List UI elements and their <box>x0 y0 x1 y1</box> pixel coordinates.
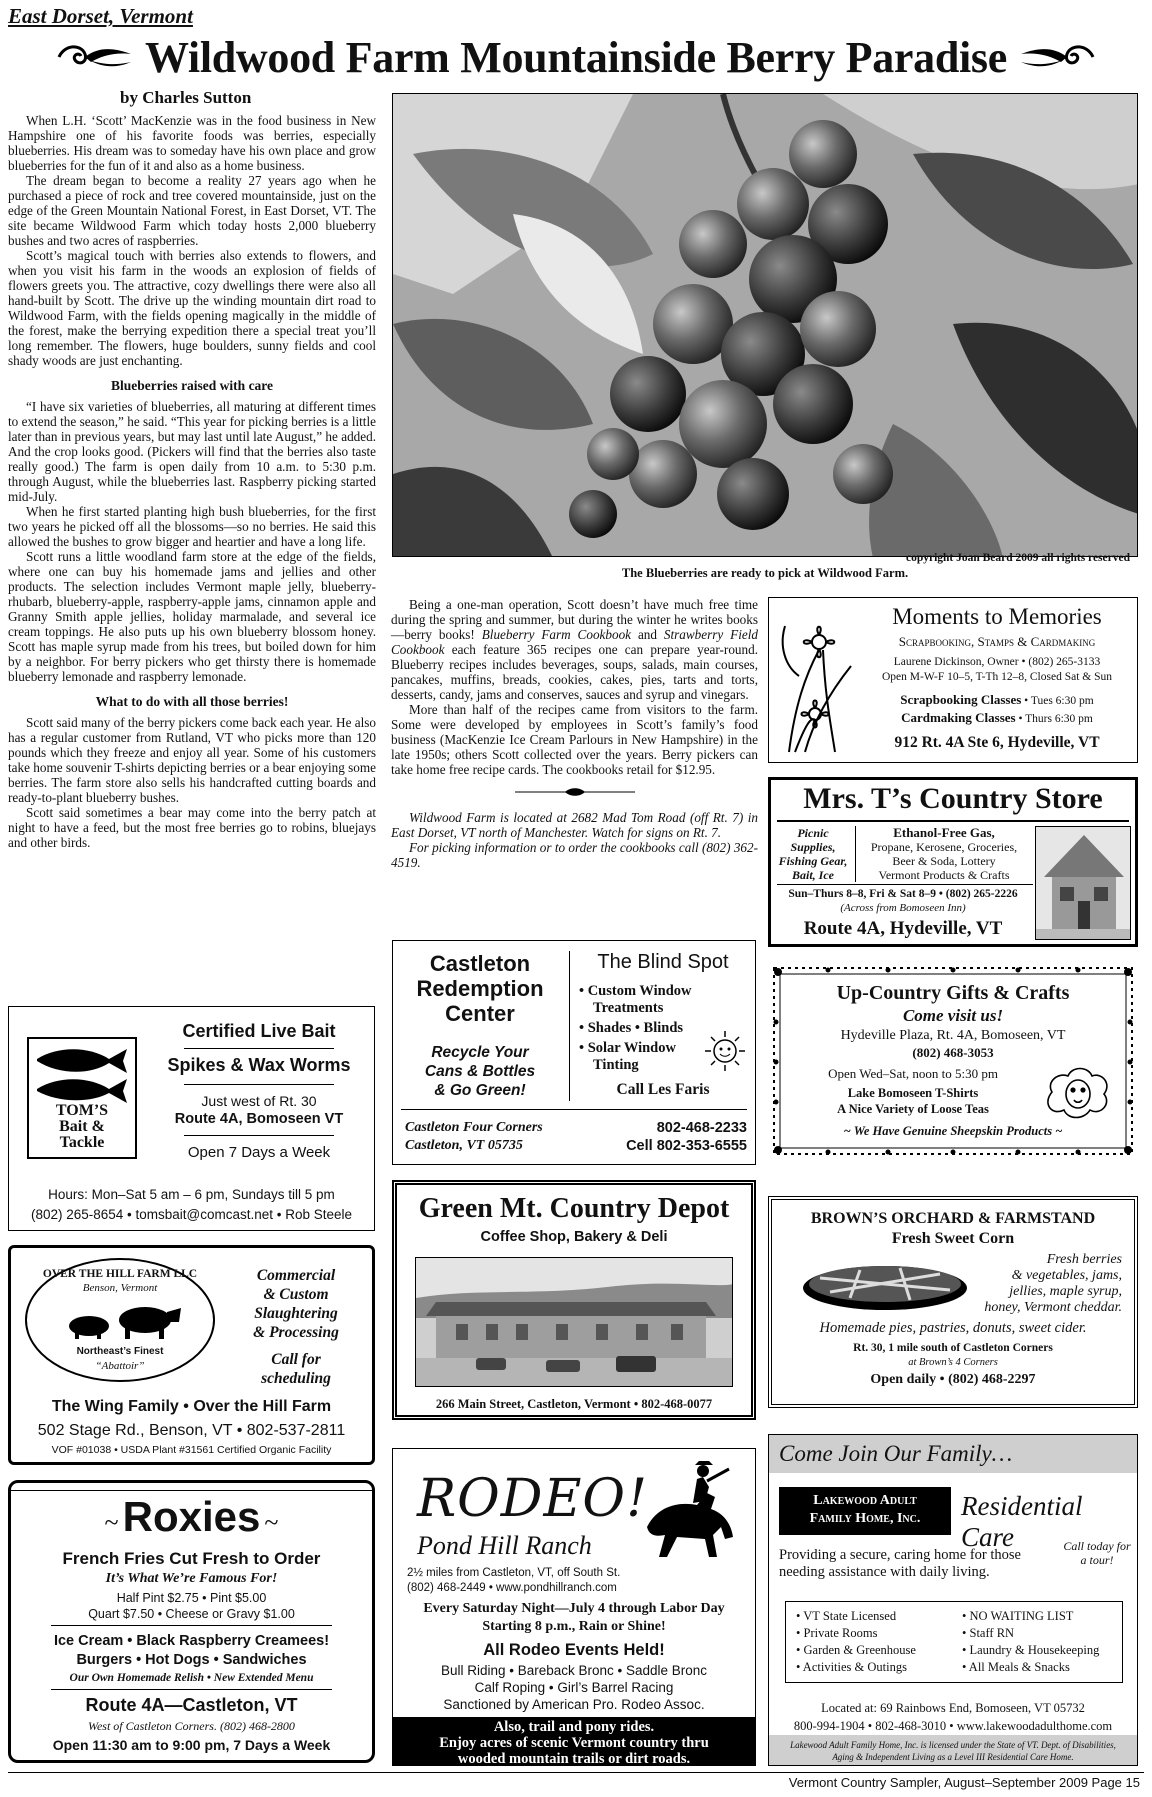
feature-item: • VT State Licensed <box>796 1609 897 1623</box>
ad-line: (802) 468-3053 <box>912 1045 994 1060</box>
ad-line: The Blind Spot <box>597 951 729 973</box>
ad-line: Tinting <box>593 1057 639 1073</box>
blueberries-photo-graphic <box>393 94 1138 557</box>
logo-text: Tackle <box>59 1134 105 1151</box>
ad-line: honey, Vermont cheddar. <box>984 1300 1122 1315</box>
ad-line: Sanctioned by American Pro. Rodeo Assoc. <box>443 1697 705 1712</box>
ad-line: Half Pint $2.75 • Pint $5.00 <box>116 1591 267 1605</box>
ad-line: Route 4A, Bomoseen VT <box>174 1111 344 1127</box>
article-paragraph: When L.H. ‘Scott’ MacKenzie was in the food business in New Hampshire one of his favorite foods was berries, especially blueberries. His dream was to someday have his own place and grow blueberries for the fun of it and also as a home business. <box>8 113 376 173</box>
ad-line: Bait, Ice <box>792 868 834 882</box>
page-footer <box>8 1772 1144 1794</box>
article-paragraph: Being a one-man operation, Scott doesn’t have much free time during the spring and summer, but during the winter he writes books—berry books! Blueberry Farm Cookbook and Strawberry Field Cookbook each feature 365 recipes one can prepare year-round. Blueberry recipes includes beverages, soups, salads, main courses, pancakes, muffins, breads, cookies, cakes, pies, tarts and torts, desserts, candy, jams and conserves, sauces and syrup and vinegars. <box>391 597 758 702</box>
ad-line: • Solar Window <box>579 1040 676 1056</box>
ad-line: Also, trail and pony rides. <box>493 1719 655 1735</box>
ad-line: Open M-W-F 10–5, T-Th 12–8, Closed Sat & Sun <box>881 671 1112 683</box>
ad-line: Open Wed–Sat, noon to 5:30 pm <box>828 1066 998 1081</box>
ad-line: Burgers • Hot Dogs • Sandwiches <box>76 1652 307 1668</box>
article-paragraph: More than half of the recipes came from visitors to the farm. Some were developed by employees in Scott’s family’s food business (MacKenzie Ice Cream Parlours in New Hampshire) in the late 1950s; others Scott collected over the years. Berry pickers can take home free recipe cards. The cookbooks retail for $12.95. <box>391 702 758 777</box>
ad-line: Hours: Mon–Sat 5 am – 6 pm, Sundays till 5 pm <box>48 1187 335 1202</box>
ad-line: Call today for a tour! <box>1063 1539 1131 1567</box>
ad-line: Cardmaking Classes • Thurs 6:30 pm <box>901 710 1093 725</box>
ad-line: 266 Main Street, Castleton, Vermont • 802-468-0077 <box>435 1397 713 1411</box>
article-subhead: What to do with all those berries! <box>95 694 289 709</box>
ad-line: 2½ miles from Castleton, VT, off South St. <box>407 1567 621 1579</box>
ad-line: (802) 468-2449 • www.pondhillranch.com <box>407 1582 617 1594</box>
feature-item: • NO WAITING LIST <box>962 1609 1074 1623</box>
ad-line: Calf Roping • Girl’s Barrel Racing <box>474 1680 674 1695</box>
ad-line: Beer & Soda, Lottery <box>892 854 996 868</box>
feature-item: • Garden & Greenhouse <box>796 1643 916 1657</box>
ad-line: West of Castleton Corners. (802) 468-2800 <box>88 1719 295 1733</box>
ad-line: Supplies, <box>790 840 836 854</box>
ad-browns-orchard <box>768 1196 1138 1408</box>
rodeo-banner <box>393 1717 755 1765</box>
ad-pond-hill-rodeo <box>392 1448 756 1766</box>
left-scroll-ornament-icon <box>55 40 135 74</box>
ad-line: Certified Live Bait <box>182 1021 336 1041</box>
article-paragraph: Scott runs a little woodland farm store at the edge of the fields, where one can buy his homemade jams and jellies and other products. The selection includes Vermont maple jelly, blueberry-rhubarb, blueberry-apple, raspberry-apple jams, cinnamon apple and Granny Smith apple jellies, holiday marmalade, and several ice cream toppings. He also puts up his own blueberry blossom honey. Scott has maple syrup made from his trees, but boiled down for him by a neighbor. For berry pickers who get thirsty there is homemade blueberry lemonade and raspberry lemonade. <box>8 549 376 684</box>
ad-over-the-hill-farm <box>8 1245 375 1465</box>
ad-line: Castleton <box>429 951 531 976</box>
photo-credit: copyright Joan Beard 2009 all rights reserved <box>905 552 1130 564</box>
pig-and-cow-icon <box>55 1300 185 1340</box>
byline: by Charles Sutton <box>120 88 252 107</box>
features-box <box>785 1601 1123 1683</box>
logo-text: Bait & <box>59 1118 105 1135</box>
ad-toms-bait-tackle <box>8 1006 375 1231</box>
ad-line: scheduling <box>261 1370 331 1387</box>
ad-lakewood-adult-home <box>768 1434 1138 1766</box>
ad-line: 912 Rt. 4A Ste 6, Hydeville, VT <box>894 734 1100 751</box>
ad-line: • Custom Window <box>579 983 692 999</box>
ad-line: Lake Bomoseen T-Shirts <box>847 1086 979 1100</box>
ad-line: Homemade pies, pastries, donuts, sweet cider. <box>819 1320 1087 1336</box>
ad-line: Starting 8 p.m., Rain or Shine! <box>482 1619 666 1634</box>
article-paragraph: Scott said many of the berry pickers come back each year. He also has a regular customer from Rutland, VT who picks more than 120 pounds which they freeze and enjoy all year. Some of his customers take home souvenir T-shirts depicting berries or a bear enjoying some berries. The farm store also sells his handcrafted cutting boards and ready-to-plant blueberry bushes. <box>8 715 376 805</box>
article-column-2 <box>391 597 758 870</box>
flower-doodle-icon <box>775 606 857 756</box>
lakewood-name-box <box>779 1487 951 1535</box>
section-divider <box>391 785 758 800</box>
ad-line: Cans & Bottles <box>424 1063 536 1080</box>
headline: Wildwood Farm Mountainside Berry Paradise <box>145 32 1007 82</box>
ad-line: Call for <box>271 1351 321 1368</box>
ad-line: Family Home, Inc. <box>809 1511 921 1526</box>
farm-oval-logo <box>25 1258 215 1382</box>
ad-line: (802) 265-8654 • tomsbait@comcast.net • Rob Steele <box>30 1207 353 1222</box>
ad-line: Rt. 30, 1 mile south of Castleton Corners <box>853 1342 1053 1354</box>
ad-line: Providing a secure, caring home for those needing assistance with daily living. <box>779 1547 1021 1580</box>
ad-line: Open 7 Days a Week <box>187 1144 331 1161</box>
rodeo-title: RODEO! <box>417 1469 648 1529</box>
ad-line: The Wing Family • Over the Hill Farm <box>51 1398 332 1415</box>
ad-line: (Across from Bomoseen Inn) <box>840 902 966 914</box>
footer-text: Vermont Country Sampler, August–September 2009 Page 15 <box>788 1775 1140 1790</box>
business-name: BROWN’S ORCHARD & FARMSTAND <box>810 1210 1096 1227</box>
article-paragraph: For picking information or to order the cookbooks call (802) 362-4519. <box>391 840 758 870</box>
ad-line: Open daily • (802) 468-2297 <box>870 1372 1036 1387</box>
depot-building-graphic <box>416 1258 733 1387</box>
toms-logo <box>27 1037 137 1159</box>
ad-line: Scrapbooking, Stamps & Cardmaking <box>898 634 1096 649</box>
ad-line: Hydeville Plaza, Rt. 4A, Bomoseen, VT <box>840 1028 1066 1043</box>
ad-line: Fresh Sweet Corn <box>891 1230 1015 1247</box>
ad-line: Located at: 69 Rainbows End, Bomoseen, VT 05732 <box>821 1701 1085 1715</box>
ad-line: Treatments <box>593 1000 664 1016</box>
ad-line: Spikes & Wax Worms <box>167 1055 351 1075</box>
ad-line: 502 Stage Rd., Benson, VT • 802-537-2811 <box>37 1422 346 1439</box>
depot-photo <box>415 1257 733 1387</box>
article-subhead: Blueberries raised with care <box>110 378 274 393</box>
wave-ornament-icon: ~ <box>104 1508 119 1537</box>
bucking-horse-rider-icon <box>637 1457 747 1567</box>
ad-line: jellies, maple syrup, <box>1009 1284 1122 1299</box>
article-paragraph: The dream began to become a reality 27 years ago when he purchased a piece of rock and tree covered mountainside, just on the edge of the Green Mountain National Forest, in East Dorset, VT. The site became Wildwood Farm which today hosts 2,000 blueberry bushes and two acres of raspberries. <box>8 173 376 248</box>
ad-green-mt-country-depot <box>392 1180 756 1420</box>
ad-line: Redemption <box>416 976 544 1001</box>
logo-text: “Abattoir” <box>95 1360 145 1372</box>
logo-text: Northeast’s Finest <box>76 1346 164 1357</box>
article-paragraph: Wildwood Farm is located at 2682 Mad Tom Road (off Rt. 7) in East Dorset, VT north of Manchester. Watch for signs on Rt. 7. <box>391 810 758 840</box>
ad-line: Coffee Shop, Bakery & Deli <box>480 1229 668 1245</box>
ad-line: & Custom <box>263 1286 329 1303</box>
ad-line: ~ We Have Genuine Sheepskin Products ~ <box>843 1124 1063 1138</box>
ad-line: Castleton Four Corners <box>405 1120 543 1135</box>
feature-item: • Private Rooms <box>796 1626 878 1640</box>
ad-up-country-gifts <box>768 962 1138 1160</box>
ranch-name: Pond Hill Ranch <box>417 1531 592 1560</box>
article-paragraph: Scott said sometimes a bear may come into the berry patch at night to have a feed, but the most free berries go to robins, bluejays and other birds. <box>8 805 376 850</box>
store-photo <box>1035 826 1131 940</box>
ad-line: VOF #01038 • USDA Plant #31561 Certified Organic Facility <box>51 1444 332 1456</box>
business-name: Moments to Memories <box>892 604 1102 629</box>
ad-line: Castleton, VT 05735 <box>405 1138 523 1153</box>
store-building-graphic <box>1036 827 1131 940</box>
sheep-icon <box>1038 1062 1114 1126</box>
phone-number: Cell 802-353-6555 <box>626 1138 747 1154</box>
feature-item: • All Meals & Snacks <box>962 1660 1070 1674</box>
ad-line: French Fries Cut Fresh to Order <box>62 1549 321 1568</box>
article-paragraph: Scott’s magical touch with berries also extends to flowers, and when you visit his farm in the woods an explosion of fields of flowers greets you. The attractive, cozy dwellings there were also all hand-built by Scott. The drive up the winding mountain dirt road to Wildwood Farm, with the fields opening magically in the middle of the forest, make the berrying expedition there a special treat you’ll long remember. The flowers, huge boulders, sunny fields and cool shady woods are just enchanting. <box>8 248 376 368</box>
ad-line: Come visit us! <box>902 1006 1004 1025</box>
ad-line: Propane, Kerosene, Groceries, <box>870 840 1018 854</box>
phone-number: 802-468-2233 <box>656 1120 747 1136</box>
business-name: Mrs. T’s Country Store <box>803 782 1103 815</box>
business-name: Green Mt. Country Depot <box>418 1193 730 1224</box>
logo-text: OVER THE HILL FARM LLC <box>42 1268 198 1280</box>
ad-line: Commercial <box>256 1267 336 1284</box>
ad-line: Ethanol-Free Gas, <box>893 825 995 840</box>
fish-icon <box>29 1043 135 1103</box>
ad-line: Slaughtering <box>254 1305 338 1322</box>
ad-line: & Go Green! <box>434 1082 526 1099</box>
feature-item: • Activities & Outings <box>796 1660 907 1674</box>
business-name: Roxies <box>122 1493 261 1540</box>
ad-line: Every Saturday Night—July 4 through Labor Day <box>423 1601 725 1616</box>
pie-icon <box>800 1256 970 1312</box>
article-paragraph: “I have six varieties of blueberries, all maturing at different times to extend the season,” he said. “This year for picking berries is a little later than in previous years, but may last until late August,” he added. And the crop looks good. (Pickers will find that the berries also taste really good.) The farm is open daily from 10 a.m. to 5:30 p.m. through August, while the blueberries last. Raspberry picking started mid-July. <box>8 399 376 504</box>
ad-line: & Processing <box>253 1324 339 1341</box>
ad-line: Laurene Dickinson, Owner • (802) 265-3133 <box>893 656 1101 668</box>
ad-headline: Come Join Our Family… <box>779 1441 1013 1466</box>
ad-line: wooded mountain trails or dirt roads. <box>457 1751 691 1766</box>
ad-line: Enjoy acres of scenic Vermont country thru <box>439 1735 709 1751</box>
ad-line: at Brown’s 4 Corners <box>908 1357 998 1368</box>
ad-line: All Rodeo Events Held! <box>483 1641 665 1659</box>
ad-line: Route 4A—Castleton, VT <box>85 1695 298 1715</box>
ad-line: Fresh berries <box>1046 1252 1122 1267</box>
ad-line: Lakewood Adult <box>813 1493 917 1508</box>
ad-line: Center <box>445 1001 515 1026</box>
ad-roxies <box>8 1480 375 1763</box>
right-scroll-ornament-icon <box>1017 40 1097 74</box>
headline-row <box>8 30 1144 84</box>
photo-caption: The Blueberries are ready to pick at Wildwood Farm. <box>621 566 909 580</box>
feature-item: • Laundry & Housekeeping <box>962 1643 1100 1657</box>
ad-line: Route 4A, Hydeville, VT <box>803 918 1003 939</box>
feature-item: • Staff RN <box>962 1626 1015 1640</box>
ad-line: • Shades • Blinds <box>579 1020 684 1036</box>
ad-line: Call Les Faris <box>616 1081 710 1098</box>
ad-line: 800-994-1904 • 802-468-3010 • www.lakewoodadulthome.com <box>793 1719 1113 1733</box>
ad-line: Bull Riding • Bareback Bronc • Saddle Bronc <box>440 1663 708 1678</box>
ad-line: A Nice Variety of Loose Teas <box>837 1102 989 1116</box>
ad-line: Just west of Rt. 30 <box>201 1093 317 1109</box>
article-paragraph: When he first started planting high bush blueberries, for the first two years he picked off all the blossoms—so no berries. He said this allowed the bushes to grow bigger and heartier and have a long life. <box>8 504 376 549</box>
ad-moments-to-memories <box>768 597 1138 763</box>
sun-icon <box>703 1029 747 1073</box>
ad-line: Ice Cream • Black Raspberry Creamees! <box>53 1633 330 1649</box>
ad-line: Vermont Products & Crafts <box>878 868 1010 882</box>
ad-line: Open 11:30 am to 9:00 pm, 7 Days a Week <box>52 1737 331 1753</box>
business-name: Up-Country Gifts & Crafts <box>836 982 1070 1004</box>
ad-line: Recycle Your <box>431 1044 529 1061</box>
logo-text: Benson, Vermont <box>82 1282 158 1294</box>
ad-castleton-redemption <box>392 940 756 1165</box>
ad-line: Scrapbooking Classes • Tues 6:30 pm <box>900 692 1094 707</box>
ad-line: Quart $7.50 • Cheese or Gravy $1.00 <box>88 1607 295 1621</box>
dateline: East Dorset, Vermont <box>8 4 193 28</box>
wave-ornament-icon: ~ <box>264 1508 279 1537</box>
ad-line: Our Own Homemade Relish • New Extended Menu <box>69 1672 314 1684</box>
divider-ornament-icon <box>515 787 635 797</box>
ad-line: Residential Care <box>961 1491 1083 1552</box>
logo-text: TOM’S <box>55 1102 109 1119</box>
license-note: Lakewood Adult Family Home, Inc. is licensed under the State of VT. Dept. of Disabilities, Aging & Independent Living as a Level III Residential Care Home. <box>769 1735 1137 1766</box>
ad-mrs-ts-country-store <box>768 777 1138 947</box>
ad-line: Picnic <box>797 826 829 840</box>
ad-line: Fishing Gear, <box>778 854 848 868</box>
ad-line: It’s What We’re Famous For! <box>105 1571 278 1586</box>
ad-line: Sun–Thurs 8–8, Fri & Sat 8–9 • (802) 265-2226 <box>788 888 1018 900</box>
ad-line: & vegetables, jams, <box>1011 1268 1122 1283</box>
article-column-1 <box>8 113 376 850</box>
blueberries-photo <box>392 93 1138 557</box>
